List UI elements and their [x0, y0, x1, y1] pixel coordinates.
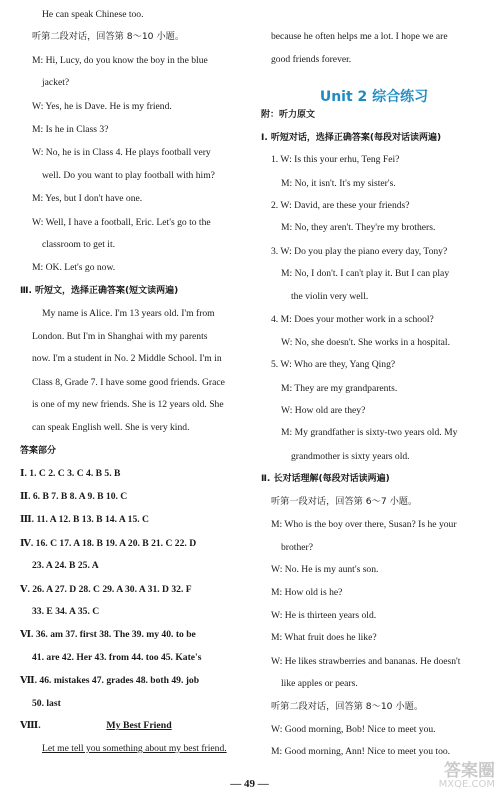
essay-line: Let me tell you something about my best friend. — [42, 743, 227, 754]
text-line: W: How old are they? — [281, 405, 366, 416]
unit-title: Unit 2 综合练习 — [319, 89, 429, 105]
text-line: M: No, I don't. I can't play it. But I can play — [281, 268, 450, 279]
text-line: W: No. He is my aunt's son. — [271, 564, 379, 575]
text-line: 23. A 24. B 25. A — [32, 560, 99, 571]
text-line: M: How old is he? — [271, 587, 343, 598]
text-line: M: My grandfather is sixty-two years old. My — [281, 427, 458, 438]
text-line: M: What fruit does he like? — [271, 632, 377, 643]
text-line: M: Good morning, Ann! Nice to meet you too. — [271, 746, 451, 757]
text-line: W: He is thirteen years old. — [271, 610, 377, 621]
text-line: My name is Alice. I'm 13 years old. I'm from — [42, 308, 215, 319]
text-line: 1. W: Is this your erhu, Teng Fei? — [271, 154, 400, 165]
text-line: because he often helps me a lot. I hope we are — [271, 31, 448, 42]
text-line: Ⅱ. 6. B 7. B 8. A 9. B 10. C — [20, 491, 128, 502]
text-line: W: Yes, he is Dave. He is my friend. — [32, 101, 172, 112]
text-line: M: Who is the boy over there, Susan? Is he your — [271, 519, 457, 530]
text-line: Ⅵ. 36. am 37. first 38. The 39. my 40. to be — [20, 629, 196, 640]
text-line: 4. M: Does your mother work in a school? — [271, 314, 434, 325]
text-line: W: Good morning, Bob! Nice to meet you. — [271, 724, 436, 735]
text-line: 2. W: David, are these your friends? — [271, 200, 410, 211]
watermark-logo: 答案圈 MXQE.COM — [438, 761, 495, 790]
text-line: 听第二段对话，回答第 8～10 小题。 — [271, 701, 424, 712]
text-line: Ⅳ. 16. C 17. A 18. B 19. A 20. B 21. C 22. D — [20, 538, 197, 549]
text-line: W: Well, I have a football, Eric. Let's go to the — [32, 217, 211, 228]
text-line: Class 8, Grade 7. I have some good friends. Grace — [32, 377, 225, 388]
text-line: is one of my new friends. She is 12 years old. She — [32, 399, 224, 410]
text-line: London. But I'm in Shanghai with my parents — [32, 331, 208, 342]
text-line: W: No, she doesn't. She works in a hospital. — [281, 337, 450, 348]
text-line: Ⅷ. — [20, 720, 41, 731]
text-line: can speak English well. She is very kind. — [32, 422, 190, 433]
text-line: M: Hi, Lucy, do you know the boy in the blue — [32, 55, 208, 66]
text-line: Ⅲ. 11. A 12. B 13. B 14. A 15. C — [20, 514, 149, 525]
text-line: now. I'm a student in No. 2 Middle School. I'm in — [32, 353, 222, 364]
text-line: Ⅴ. 26. A 27. D 28. C 29. A 30. A 31. D 32. F — [20, 584, 192, 595]
text-line: M: They are my grandparents. — [281, 383, 398, 394]
text-line: Ⅶ. 46. mistakes 47. grades 48. both 49. job — [20, 675, 200, 686]
text-line: grandmother is sixty years old. — [291, 451, 410, 462]
text-line: W: He likes strawberries and bananas. He doesn't — [271, 656, 461, 667]
text-line: 听第二段对话，回答第 8～10 小题。 — [32, 31, 185, 42]
section-heading: 答案部分 — [20, 446, 57, 456]
text-line: well. Do you want to play football with him? — [42, 170, 215, 181]
text-line: M: No, they aren't. They're my brothers. — [281, 222, 436, 233]
text-line: the violin very well. — [291, 291, 369, 302]
text-line: 5. W: Who are they, Yang Qing? — [271, 359, 396, 370]
page-number: — 49 — — [230, 778, 269, 790]
section-heading: 附：听力原文 — [261, 110, 316, 120]
section-heading: Ⅲ. 听短文，选择正确答案(短文读两遍) — [20, 286, 179, 296]
section-heading: Ⅱ. 长对话理解(每段对话读两遍) — [261, 474, 390, 484]
section-heading: Ⅰ. 听短对话，选择正确答案(每段对话读两遍) — [261, 133, 442, 143]
text-line: good friends forever. — [271, 54, 352, 65]
text-line: M: No, it isn't. It's my sister's. — [281, 178, 396, 189]
text-line: like apples or pears. — [281, 678, 358, 689]
text-line: M: Is he in Class 3? — [32, 124, 109, 135]
text-line: classroom to get it. — [42, 239, 116, 250]
text-line: He can speak Chinese too. — [42, 9, 144, 20]
text-line: M: OK. Let's go now. — [32, 262, 116, 273]
text-line: jacket? — [42, 77, 70, 88]
text-line: Ⅰ. 1. C 2. C 3. C 4. B 5. B — [20, 468, 121, 479]
text-line: 50. last — [32, 698, 61, 709]
text-line: M: Yes, but I don't have one. — [32, 193, 143, 204]
text-line: 41. are 42. Her 43. from 44. too 45. Kate's — [32, 652, 202, 663]
text-line: 听第一段对话，回答第 6～7 小题。 — [271, 496, 418, 507]
text-line: brother? — [281, 542, 313, 553]
text-line: 33. E 34. A 35. C — [32, 606, 100, 617]
essay-title: My Best Friend — [106, 720, 172, 731]
text-line: 3. W: Do you play the piano every day, Tony? — [271, 246, 448, 257]
text-line: W: No, he is in Class 4. He plays football very — [32, 147, 211, 158]
